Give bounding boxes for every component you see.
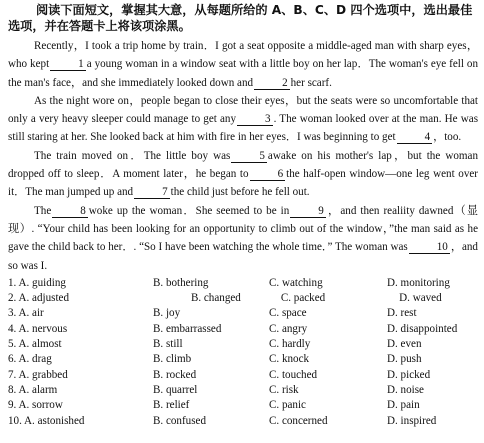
text: awake on his mother's lap，but the woman dropped off to sleep．A moment later，he began to xyxy=(8,149,478,181)
text: the child just before he fell out. xyxy=(170,186,310,199)
option-row xyxy=(8,398,478,413)
option-d: D. waved xyxy=(399,292,442,305)
passage xyxy=(8,37,478,275)
instruction-text: 阅读下面短文，掌握其大意，从每题所给的 A、B、C、D 四个选项中，选出最佳选项，并在答题卡上将该项涂黑。 xyxy=(8,3,473,33)
option-a: 2. A. adjusted xyxy=(8,292,70,305)
option-c: C. touched xyxy=(269,368,318,381)
option-a: 3. A. air xyxy=(8,307,44,320)
option-a: 7. A. grabbed xyxy=(8,368,68,381)
option-a: 4. A. nervous xyxy=(8,322,68,335)
blank-5: 5 xyxy=(231,150,267,163)
option-row xyxy=(8,352,478,367)
option-row xyxy=(8,414,478,429)
option-a: 5. A. almost xyxy=(8,338,62,351)
option-a: 6. A. drag xyxy=(8,353,52,366)
option-row xyxy=(8,368,478,383)
option-b: B. rocked xyxy=(153,368,197,381)
option-c: C. packed xyxy=(280,292,326,305)
option-d: D. inspired xyxy=(387,414,437,427)
option-c: C. space xyxy=(269,307,307,320)
option-b: B. climb xyxy=(153,353,192,366)
text: As the night wore on，people began to close their eyes，but the seats were so uncomfortable that only a very heavy sleeper could manage to get any xyxy=(8,94,478,126)
blank-4: 4 xyxy=(397,131,433,144)
text: her scarf. xyxy=(290,76,332,89)
blank-8: 8 xyxy=(52,205,88,218)
option-c: C. angry xyxy=(269,322,308,335)
option-c: C. hardly xyxy=(269,338,311,351)
option-b: B. bothering xyxy=(153,276,209,289)
option-row xyxy=(8,276,478,291)
options-list xyxy=(8,276,478,429)
paragraph-3 xyxy=(8,147,478,202)
blank-1: 1 xyxy=(50,58,86,71)
blank-6: 6 xyxy=(250,168,286,181)
option-a: 10. A. astonished xyxy=(8,414,85,427)
option-b: B. quarrel xyxy=(153,383,198,396)
option-d: D. pain xyxy=(387,399,420,412)
paragraph-2 xyxy=(8,92,478,147)
option-d: D. noise xyxy=(387,383,424,396)
option-c: C. risk xyxy=(269,383,299,396)
option-a: 8. A. alarm xyxy=(8,383,58,396)
option-a: 1. A. guiding xyxy=(8,276,66,289)
option-c: C. knock xyxy=(269,353,310,366)
text: ，and so was I. xyxy=(8,241,478,272)
option-b: B. confused xyxy=(153,414,206,427)
option-row xyxy=(8,337,478,352)
option-b: B. changed xyxy=(190,292,241,305)
text: a young woman in a window seat with a little boy on her lap．The woman's eye fell on the man's face，and she immediately looked down and xyxy=(8,58,478,89)
option-row xyxy=(8,383,478,398)
text: ，and then realiity dawned（显现）. “Your child has been looking for an opportunity to climb out of the window，”the man said as he gave the child back to her．. “So I have been watching the whole time．” The woman was xyxy=(8,204,478,254)
text: Recently，I took a trip home by train．I got a seat opposite a middle-aged man with sharp eyes，who kept xyxy=(8,40,478,71)
option-b: B. joy xyxy=(153,307,181,320)
option-d: D. rest xyxy=(387,307,417,320)
blank-7: 7 xyxy=(134,186,170,199)
option-row xyxy=(8,322,478,337)
text: The xyxy=(34,204,52,217)
paragraph-1 xyxy=(8,37,478,92)
paragraph-4 xyxy=(8,202,478,275)
blank-2: 2 xyxy=(254,77,290,90)
text: . The woman looked over at the man. He was still staring at her. She looked back at him with fire in her eyes．I was beginning to get xyxy=(8,113,479,144)
option-c: C. panic xyxy=(269,399,306,412)
option-d: D. monitoring xyxy=(387,276,450,289)
option-b: B. still xyxy=(153,338,183,351)
option-b: B. relief xyxy=(153,399,190,412)
text: ，too. xyxy=(433,131,462,144)
option-d: D. even xyxy=(387,338,422,351)
text: woke up the woman．She seemed to be in xyxy=(88,204,290,217)
option-d: D. disappointed xyxy=(387,322,458,335)
option-c: C. concerned xyxy=(269,414,328,427)
text: the half-open window—one leg went over it．The man jumped up and xyxy=(8,168,478,199)
option-d: D. picked xyxy=(387,368,431,381)
text: The train moved on．The little boy was xyxy=(34,149,231,162)
option-d: D. push xyxy=(387,353,422,366)
blank-9: 9 xyxy=(290,205,326,218)
blank-10: 10 xyxy=(409,241,450,254)
option-b: B. embarrassed xyxy=(153,322,222,335)
option-row xyxy=(8,291,478,306)
option-c: C. watching xyxy=(269,276,323,289)
option-row xyxy=(8,306,478,321)
blank-3: 3 xyxy=(237,113,273,126)
option-a: 9. A. sorrow xyxy=(8,399,63,412)
